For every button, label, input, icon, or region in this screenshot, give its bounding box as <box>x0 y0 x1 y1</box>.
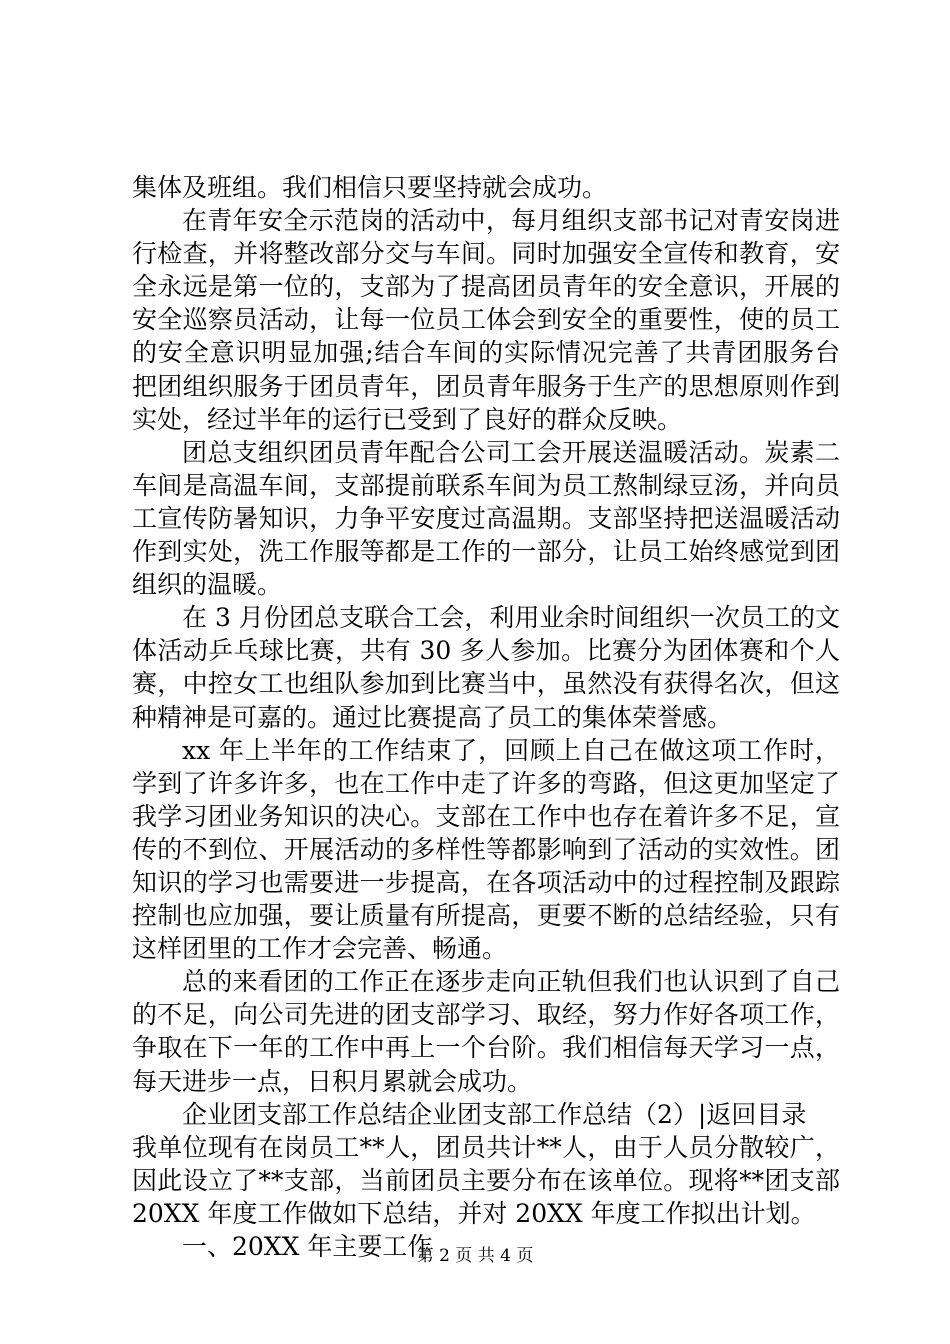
section-link-heading: 企业团支部工作总结企业团支部工作总结（2）|返回目录 <box>182 1099 807 1129</box>
document-body <box>132 171 840 1263</box>
paragraph-7: 我单位现有在岗员工**人，团员共计**人，由于人员分散较广，因此设立了**支部，当前团员主要分布在该单位。现将**团支部 20XX 年度工作做如下总结，并对 20XX 年度工作拟出计划。 <box>132 1132 840 1228</box>
paragraph-4: 在 3 月份团总支联合工会，利用业余时间组织一次员工的文体活动乒乓球比赛，共有 30 多人参加。比赛分为团体赛和个人赛，中控女工也组队参加到比赛当中，虽然没有获得名次，但这种精神是可嘉的。通过比赛提高了员工的集体荣誉感。 <box>132 603 840 732</box>
paragraph-1: 集体及班组。我们相信只要坚持就会成功。 <box>132 173 608 202</box>
section-heading: 一、20XX 年主要工作 <box>182 1232 433 1261</box>
paragraph-3: 团总支组织团员青年配合公司工会开展送温暖活动。炭素二车间是高温车间，支部提前联系车间为员工熬制绿豆汤，并向员工宣传防暑知识，力争平安度过高温期。支部坚持把送温暖活动作到实处，洗工作服等都是工作的一部分，让员工始终感觉到团组织的温暖。 <box>132 437 840 600</box>
paragraph-6: 总的来看团的工作正在逐步走向正轨但我们也认识到了自己的不足，向公司先进的团支部学习、取经，努力作好各项工作，争取在下一年的工作中再上一个台阶。我们相信每天学习一点，每天进步一点，日积月累就会成功。 <box>132 967 840 1096</box>
page-footer: 第 2 页 共 4 页 <box>416 1246 534 1266</box>
paragraph-5: xx 年上半年的工作结束了，回顾上自己在做这项工作时，学到了许多许多，也在工作中走了许多的弯路，但这更加坚定了我学习团业务知识的决心。支部在工作中也存在着许多不足，宣传的不到位、开展活动的多样性等都影响到了活动的实效性。团知识的学习也需要进一步提高，在各项活动中的过程控制及跟踪控制也应加强，要让质量有所提高，更要不断的总结经验，只有这样团里的工作才会完善、畅通。 <box>132 735 840 964</box>
paragraph-2: 在青年安全示范岗的活动中，每月组织支部书记对青安岗进行检查，并将整改部分交与车间。同时加强安全宣传和教育，安全永远是第一位的，支部为了提高团员青年的安全意识，开展的安全巡察员活动，让每一位员工体会到安全的重要性，使的员工的安全意识明显加强;结合车间的实际情况完善了共青团服务台把团组织服务于团员青年，团员青年服务于生产的思想原则作到实处，经过半年的运行已受到了良好的群众反映。 <box>132 206 840 434</box>
